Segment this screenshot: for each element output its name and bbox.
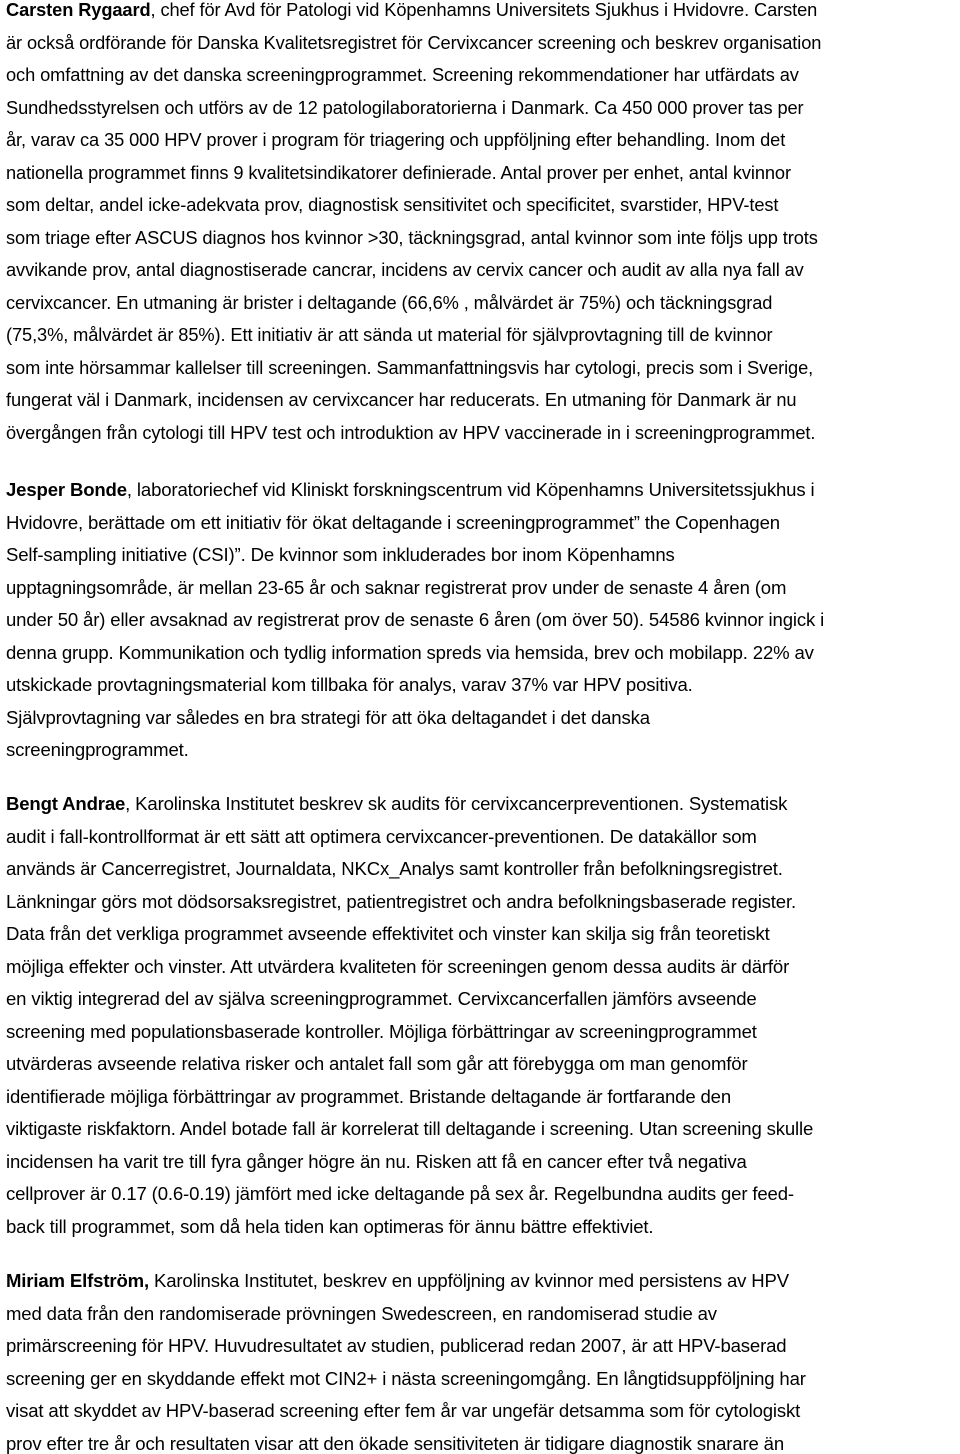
text-line: som deltar, andel icke-adekvata prov, diagnostisk sensitivitet och specificitet, svarstider, HPV-test [6,194,779,215]
text-line: Hvidovre, berättade om ett initiativ för ökat deltagande i screeningprogrammet” the Copenhagen [6,511,780,533]
text-line: övergången från cytologi till HPV test och introduktion av HPV vaccinerade in i screeningprogrammet. [6,421,816,443]
text-line: denna grupp. Kommunikation och tydlig information spreds via hemsida, brev och mobilapp. 22% av [6,641,814,663]
text-line: primärscreening för HPV. Huvudresultatet av studien, publicerad redan 2007, är att HPV-baserad [6,1335,787,1356]
text-line: identifierade möjliga förbättringar av programmet. Bristande deltagande är fortfarande den [6,1085,732,1107]
text-line: fungerat väl i Danmark, incidensen av cervixcancer har reducerats. En utmaning för Danmark är nu [6,389,797,410]
text-line: upptagningsområde, är mellan 23-65 år och saknar registrerat prov under de senaste 4 åren (om [6,576,787,598]
text-line: prov efter tre år och resultaten visar att den ökade sensitiviteten är tidigare diagnostik snarare än [6,1432,785,1454]
text-line: som triage efter ASCUS diagnos hos kvinnor >30, täckningsgrad, antal kvinnor som inte följs upp trots [6,226,818,248]
text-line: möjliga effekter och vinster. Att utvärdera kvaliteten för screeningen genom dessa audits är därför [6,955,790,977]
text-line: Självprovtagning var således en bra strategi för att öka deltagandet i det danska [6,706,650,728]
text-line: Miriam Elfström, Karolinska Institutet, beskrev en uppföljning av kvinnor med persistens av HPV [6,1270,789,1291]
text-line: screening ger en skyddande effekt mot CIN2+ i nästa screeningomgång. En långtidsuppföljning har [6,1367,806,1389]
text-line: Self-sampling initiative (CSI)”. De kvinnor som inkluderades bor inom Köpenhamns [6,544,675,565]
paragraph-rygaard [0,0,958,449]
speaker-name: Bengt Andrae [6,793,126,814]
text-line: används är Cancerregistret, Journaldata, NKCx_Analys samt kontroller från befolkningsregistret. [6,858,783,879]
text-line: Jesper Bonde, laboratoriechef vid Kliniskt forskningscentrum vid Köpenhamns Universitetssjukhus i [6,479,815,500]
text-line: nationella programmet finns 9 kvalitetsindikatorer definierade. Antal prover per enhet, antal kvinnor [6,161,791,183]
text-line: en viktig integrerad del av själva screeningprogrammet. Cervixcancerfallen jämförs avseende [6,988,757,1009]
text-line: med data från den randomiserade prövningen Swedescreen, en randomiserad studie av [6,1302,717,1324]
text-line: Data från det verkliga programmet avseende effektivitet och vinster kan skilja sig från teoretiskt [6,923,770,944]
speaker-name: Carsten Rygaard [6,0,151,20]
text-line: audit i fall-kontrollformat är ett sätt att optimera cervixcancer-preventionen. De datakällor som [6,825,757,847]
paragraph-andrae [0,788,958,1243]
text-line: utskickade provtagningsmaterial kom tillbaka för analys, varav 37% var HPV positiva. [6,674,693,695]
text-line: viktigaste riskfaktorn. Andel botade fall är korrelerat till deltagande i screening. Utan screening skulle [6,1118,814,1139]
text-line: cellprover är 0.17 (0.6-0.19) jämfört med icke deltagande på sex år. Regelbundna audits ger feed- [6,1183,794,1204]
text-line: år, varav ca 35 000 HPV prover i program för triagering och uppföljning efter behandling. Inom det [6,129,786,150]
text-line: back till programmet, som då hela tiden kan optimeras för ännu bättre effektiviet. [6,1215,654,1237]
text-line: och omfattning av det danska screeningprogrammet. Screening rekommendationer har utfärdats av [6,64,799,85]
text-line: Bengt Andrae, Karolinska Institutet beskrev sk audits för cervixcancerpreventionen. Systematisk [6,793,788,814]
text-line: under 50 år) eller avsaknad av registrerat prov de senaste 6 åren (om över 50). 54586 kvinnor ingick i [6,609,825,630]
text-line: utvärderas avseende relativa risker och antalet fall som går att förebygga om man genomför [6,1053,748,1074]
paragraph-elfstrom [0,1265,958,1454]
text-line: screening med populationsbaserade kontroller. Möjliga förbättringar av screeningprogrammet [6,1020,757,1042]
text-line: (75,3%, målvärdet är 85%). Ett initiativ är att sända ut material för självprovtagning till de kvinnor [6,324,773,345]
text-line: Länkningar görs mot dödsorsaksregistret, patientregistret och andra befolkningsbaserade register. [6,890,796,912]
text-line: screeningprogrammet. [6,739,189,760]
speaker-name: Jesper Bonde [6,479,127,500]
text-line: visat att skyddet av HPV-baserad screening efter fem år var ungefär detsamma som för cytologiskt [6,1400,801,1421]
text-line: incidensen ha varit tre till fyra gånger högre än nu. Risken att få en cancer efter två negativa [6,1150,747,1172]
speaker-name: Miriam Elfström, [6,1270,149,1291]
text-line: Carsten Rygaard, chef för Avd för Patologi vid Köpenhamns Universitets Sjukhus i Hvidovre. Carsten [6,0,818,20]
text-line: avvikande prov, antal diagnostiserade cancrar, incidens av cervix cancer och audit av alla nya fall av [6,259,804,280]
paragraph-bonde [0,474,958,767]
text-line: Sundhedsstyrelsen och utförs av de 12 patologilaboratorierna i Danmark. Ca 450 000 prover tas per [6,96,804,118]
text-line: som inte hörsammar kallelser till screeningen. Sammanfattningsvis har cytologi, precis som i Sverige, [6,356,814,378]
text-line: cervixcancer. En utmaning är brister i deltagande (66,6% , målvärdet är 75%) och täckningsgrad [6,291,773,313]
text-line: är också ordförande för Danska Kvalitetsregistret för Cervixcancer screening och beskrev organisation [6,31,822,53]
